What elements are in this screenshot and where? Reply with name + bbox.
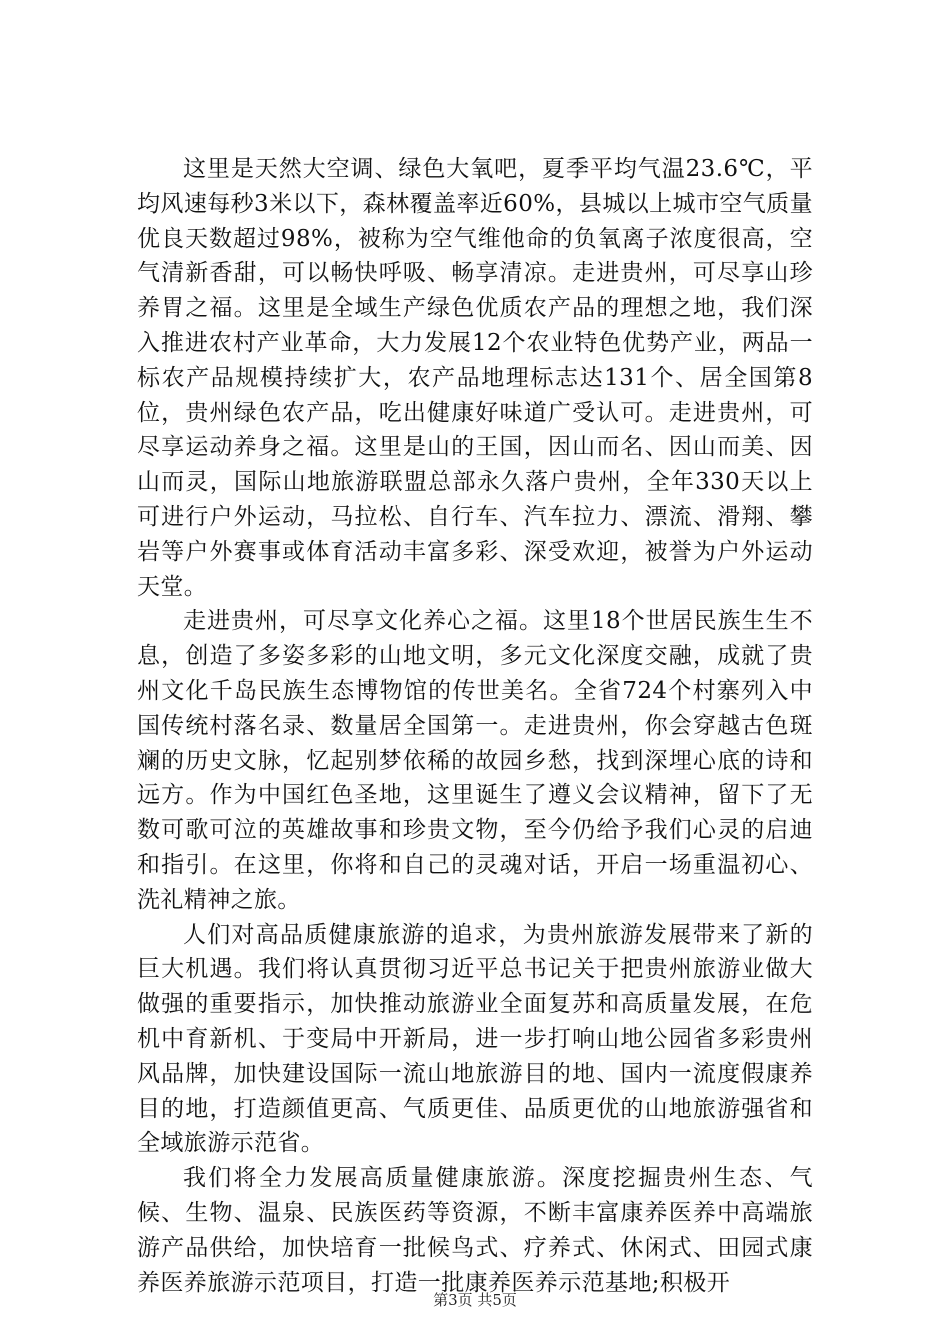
paragraph-4: 我们将全力发展高质量健康旅游。深度挖掘贵州生态、气候、生物、温泉、民族医药等资源，不断丰富康养医养中高端旅游产品供给，加快培育一批候鸟式、疗养式、休闲式、田园式康养医养旅游示范项目，打造一批康养医养示范基地;积极开 <box>137 1165 813 1296</box>
page-number-footer: 第3页 共5页 <box>433 1291 517 1309</box>
paragraph-1: 这里是天然大空调、绿色大氧吧，夏季平均气温23.6℃，平均风速每秒3米以下，森林覆盖率近60%，县城以上城市空气质量优良天数超过98%，被称为空气维他命的负氧离子浓度很高，空气清新香甜，可以畅快呼吸、畅享清凉。走进贵州，可尽享山珍养胃之福。这里是全域生产绿色优质农产品的理想之地，我们深入推进农村产业革命，大力发展12个农业特色优势产业，两品一标农产品规模持续扩大，农产品地理标志达131个、居全国第8位，贵州绿色农产品，吃出健康好味道广受认可。走进贵州，可尽享运动养身之福。这里是山的王国，因山而名、因山而美、因山而灵，国际山地旅游联盟总部永久落户贵州，全年330天以上可进行户外运动，马拉松、自行车、汽车拉力、漂流、滑翔、攀岩等户外赛事或体育活动丰富多彩、深受欢迎，被誉为户外运动天堂。 <box>137 156 813 600</box>
document-body <box>137 152 813 1300</box>
paragraph-2: 走进贵州，可尽享文化养心之福。这里18个世居民族生生不息，创造了多姿多彩的山地文明，多元文化深度交融，成就了贵州文化千岛民族生态博物馆的传世美名。全省724个村寨列入中国传统村落名录、数量居全国第一。走进贵州，你会穿越古色斑斓的历史文脉，忆起别梦依稀的故园乡愁，找到深埋心底的诗和远方。作为中国红色圣地，这里诞生了遵义会议精神，留下了无数可歌可泣的英雄故事和珍贵文物，至今仍给予我们心灵的启迪和指引。在这里，你将和自己的灵魂对话，开启一场重温初心、洗礼精神之旅。 <box>137 608 813 913</box>
paragraph-3: 人们对高品质健康旅游的追求，为贵州旅游发展带来了新的巨大机遇。我们将认真贯彻习近平总书记关于把贵州旅游业做大做强的重要指示，加快推动旅游业全面复苏和高质量发展，在危机中育新机、于变局中开新局，进一步打响山地公园省多彩贵州风品牌，加快建设国际一流山地旅游目的地、国内一流度假康养目的地，打造颜值更高、气质更佳、品质更优的山地旅游强省和全域旅游示范省。 <box>137 921 813 1157</box>
